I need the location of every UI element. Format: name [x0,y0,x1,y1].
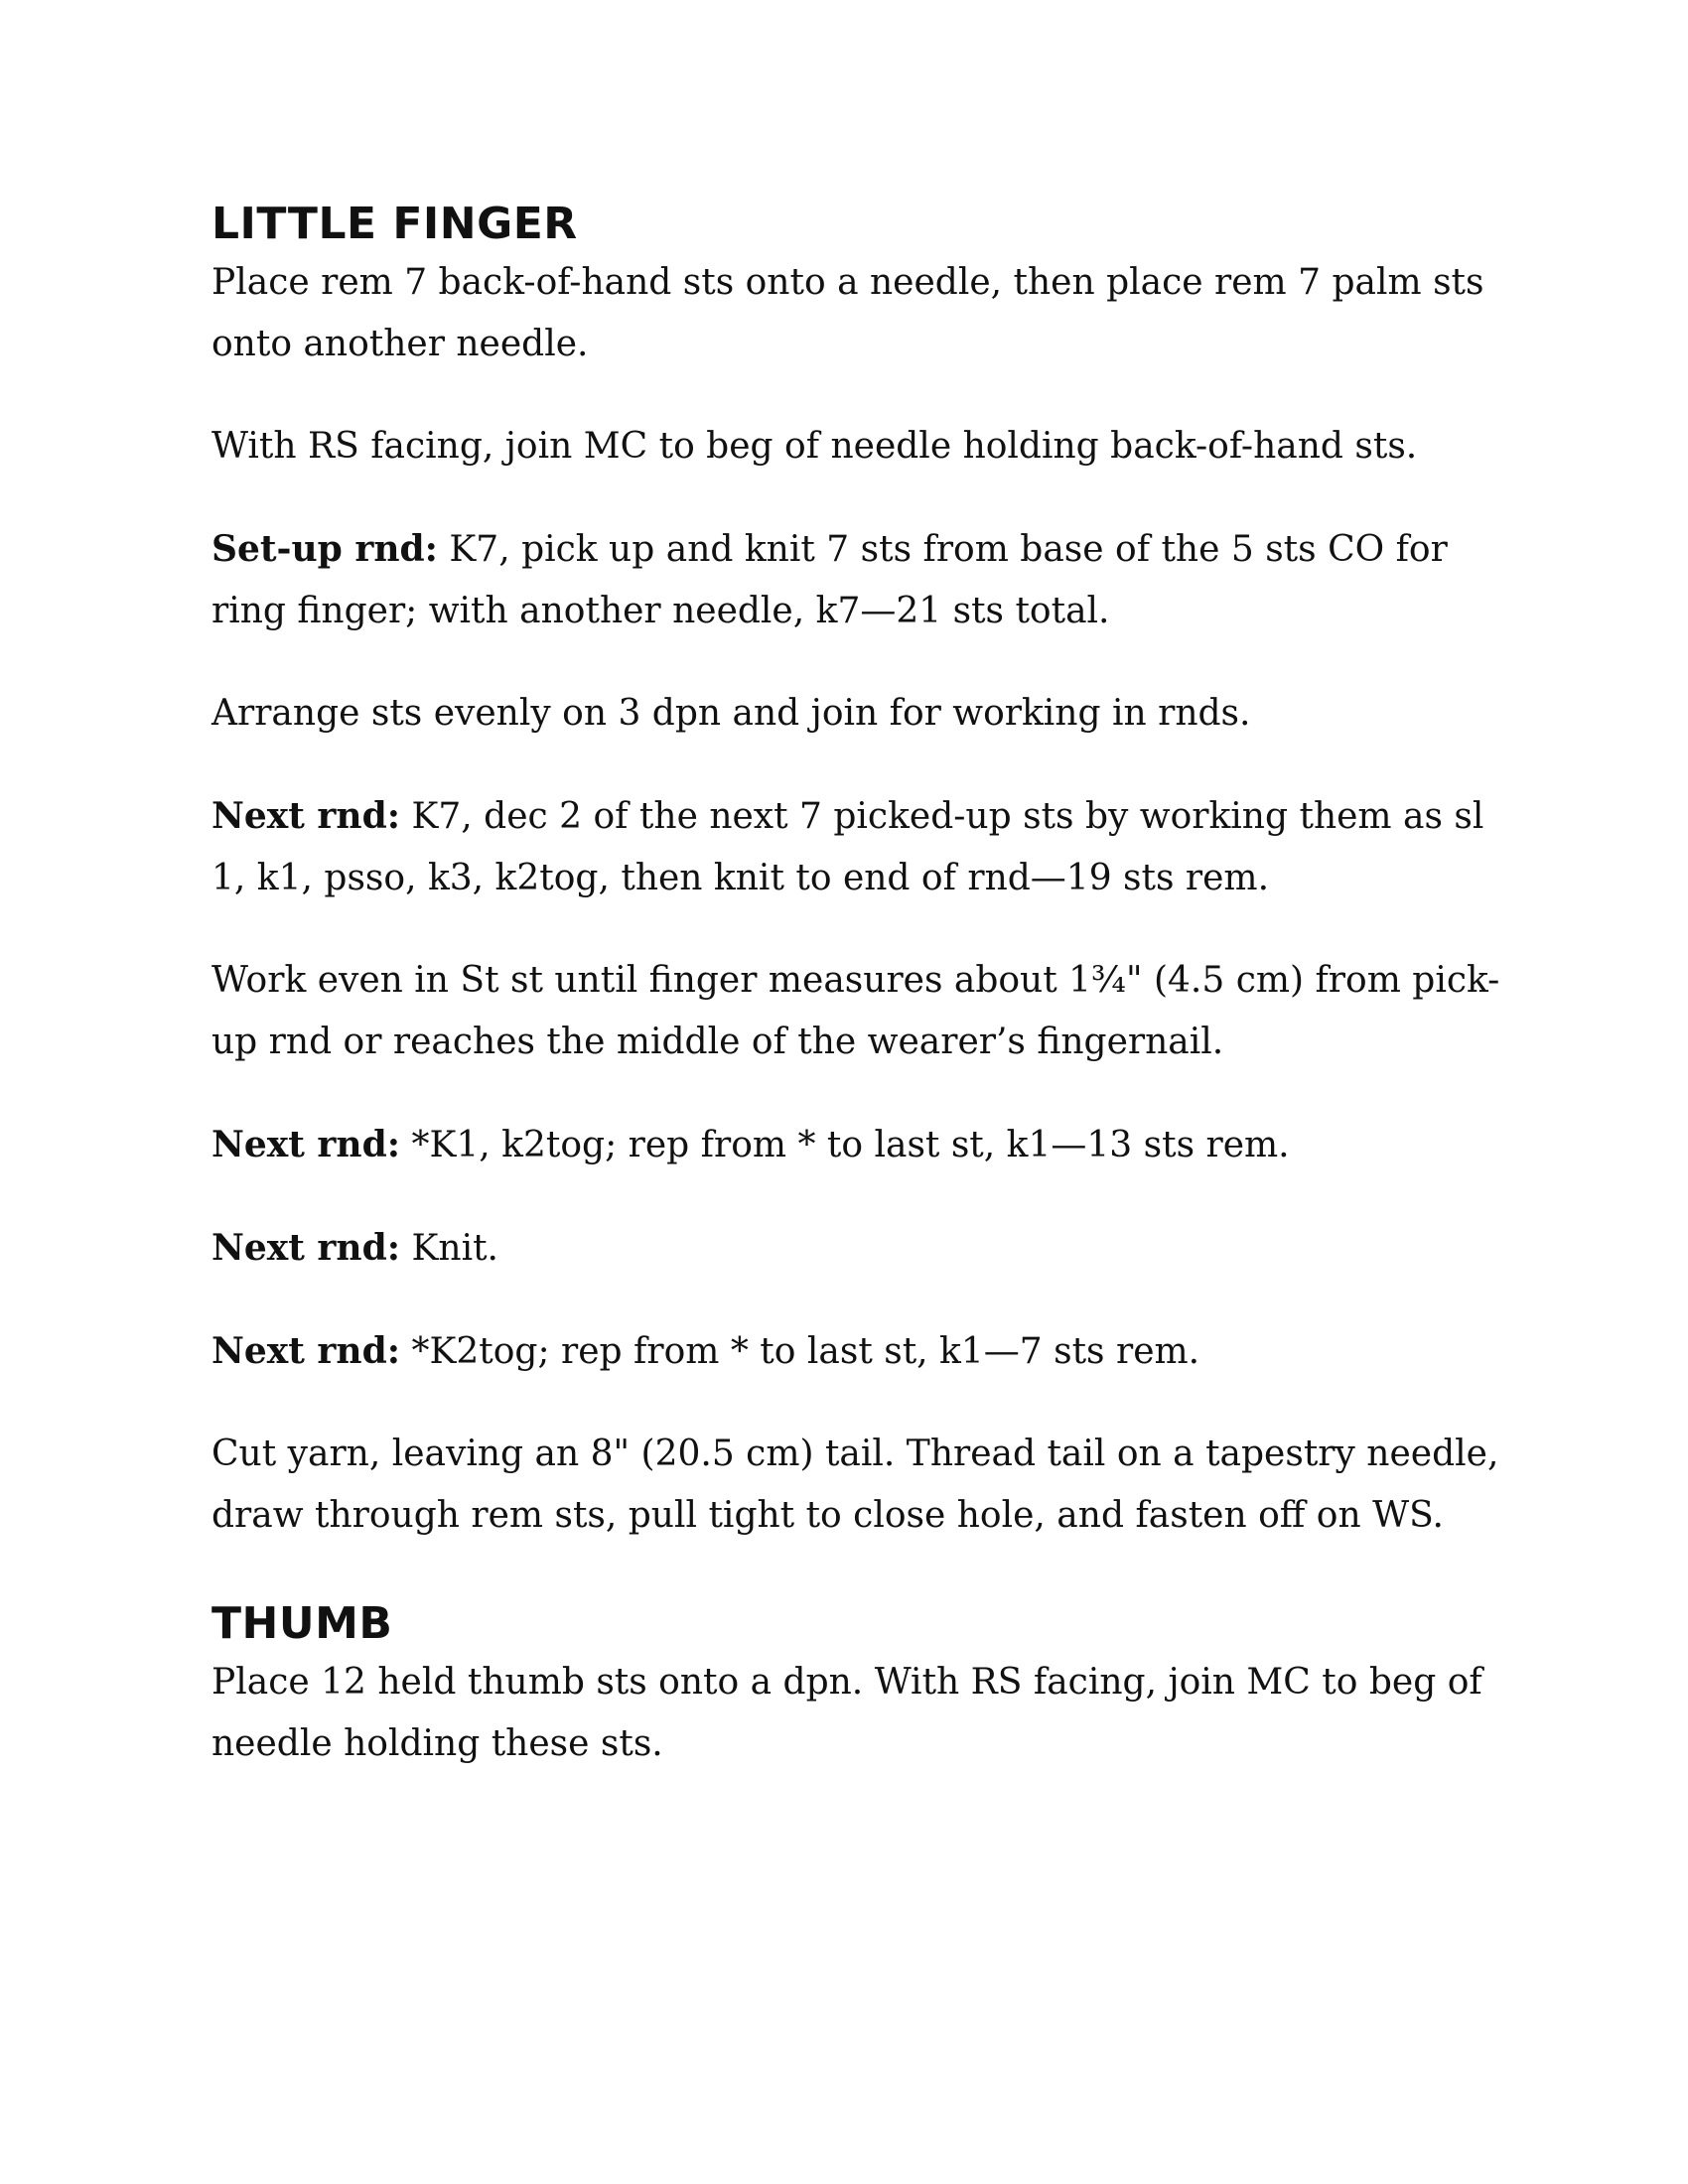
paragraph-place-sts: Place rem 7 back-of-hand sts onto a needle, then place rem 7 palm sts onto another needle. [211,262,1484,364]
paragraph-thumb-place-sts: Place 12 held thumb sts onto a dpn. With RS facing, join MC to beg of needle holding these sts. [211,1662,1482,1764]
paragraph-join-mc: With RS facing, join MC to beg of needle holding back-of-hand sts. [211,426,1418,467]
paragraph-setup-rnd: Set-up rnd: K7, pick up and knit 7 sts from base of the 5 sts CO for ring finger; with another needle, k7—21 sts total. [211,528,1448,631]
paragraph-next-rnd-k2tog: Next rnd: *K2tog; rep from * to last st, k1—7 sts rem. [211,1330,1200,1372]
instruction-lead: Next rnd: [211,1227,401,1269]
instruction-lead: Next rnd: [211,1330,401,1372]
paragraph-cut-yarn: Cut yarn, leaving an 8" (20.5 cm) tail. Thread tail on a tapestry needle, draw through rem sts, pull tight to close hole, and fasten off on WS. [211,1433,1499,1536]
pattern-content [211,197,1502,1775]
paragraph-next-rnd-knit: Next rnd: Knit. [211,1227,498,1269]
instruction-lead: Next rnd: [211,795,401,837]
paragraph-arrange-sts: Arrange sts evenly on 3 dpn and join for working in rnds. [211,693,1251,734]
paragraph-next-rnd-dec: Next rnd: K7, dec 2 of the next 7 picked-up sts by working them as sl 1, k1, psso, k3, k2tog, then knit to end of rnd—19 sts rem. [211,795,1484,898]
paragraph-work-even: Work even in St st until finger measures about 1¾" (4.5 cm) from pick-up rnd or reaches the middle of the wearer’s fingernail. [211,960,1500,1062]
instruction-lead: Set-up rnd: [211,528,438,570]
paragraph-next-rnd-k1-k2tog: Next rnd: *K1, k2tog; rep from * to last st, k1—13 sts rem. [211,1124,1290,1165]
section-heading-thumb: THUMB [211,1598,393,1649]
section-heading-little-finger: LITTLE FINGER [211,199,578,249]
instruction-lead: Next rnd: [211,1124,401,1165]
